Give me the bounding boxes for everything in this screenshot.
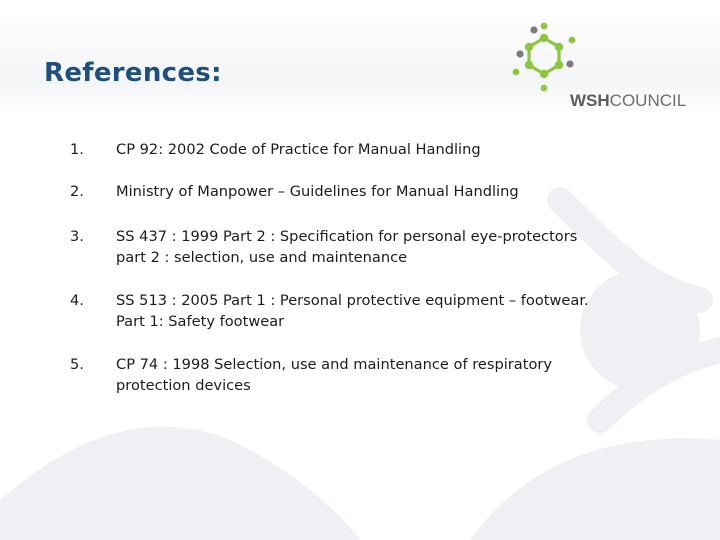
reference-line: Ministry of Manpower – Guidelines for Manual Handling xyxy=(116,183,519,200)
reference-line: SS 513 : 2005 Part 1 : Personal protective equipment – footwear. xyxy=(116,292,589,309)
reference-number: 3. xyxy=(70,228,84,245)
reference-line: CP 74 : 1998 Selection, use and maintenance of respiratory xyxy=(116,356,553,373)
logo-text-council: COUNCIL xyxy=(609,91,687,110)
reference-line: part 2 : selection, use and maintenance xyxy=(116,249,408,266)
reference-number: 2. xyxy=(70,183,84,200)
reference-number: 5. xyxy=(70,356,84,373)
reference-line: CP 92: 2002 Code of Practice for Manual Handling xyxy=(116,141,481,158)
reference-text xyxy=(116,139,676,160)
reference-line: protection devices xyxy=(116,377,251,394)
reference-text xyxy=(116,354,676,396)
reference-number: 1. xyxy=(70,141,84,158)
reference-line: Part 1: Safety footwear xyxy=(116,313,285,330)
reference-line: SS 437 : 1999 Part 2 : Specification for personal eye-protectors xyxy=(116,228,578,245)
reference-text xyxy=(116,226,676,268)
page-title: References: xyxy=(44,58,222,88)
reference-text xyxy=(116,290,676,332)
logo-text-wsh: WSH xyxy=(570,91,610,110)
reference-number: 4. xyxy=(70,292,84,309)
reference-text xyxy=(116,181,676,202)
